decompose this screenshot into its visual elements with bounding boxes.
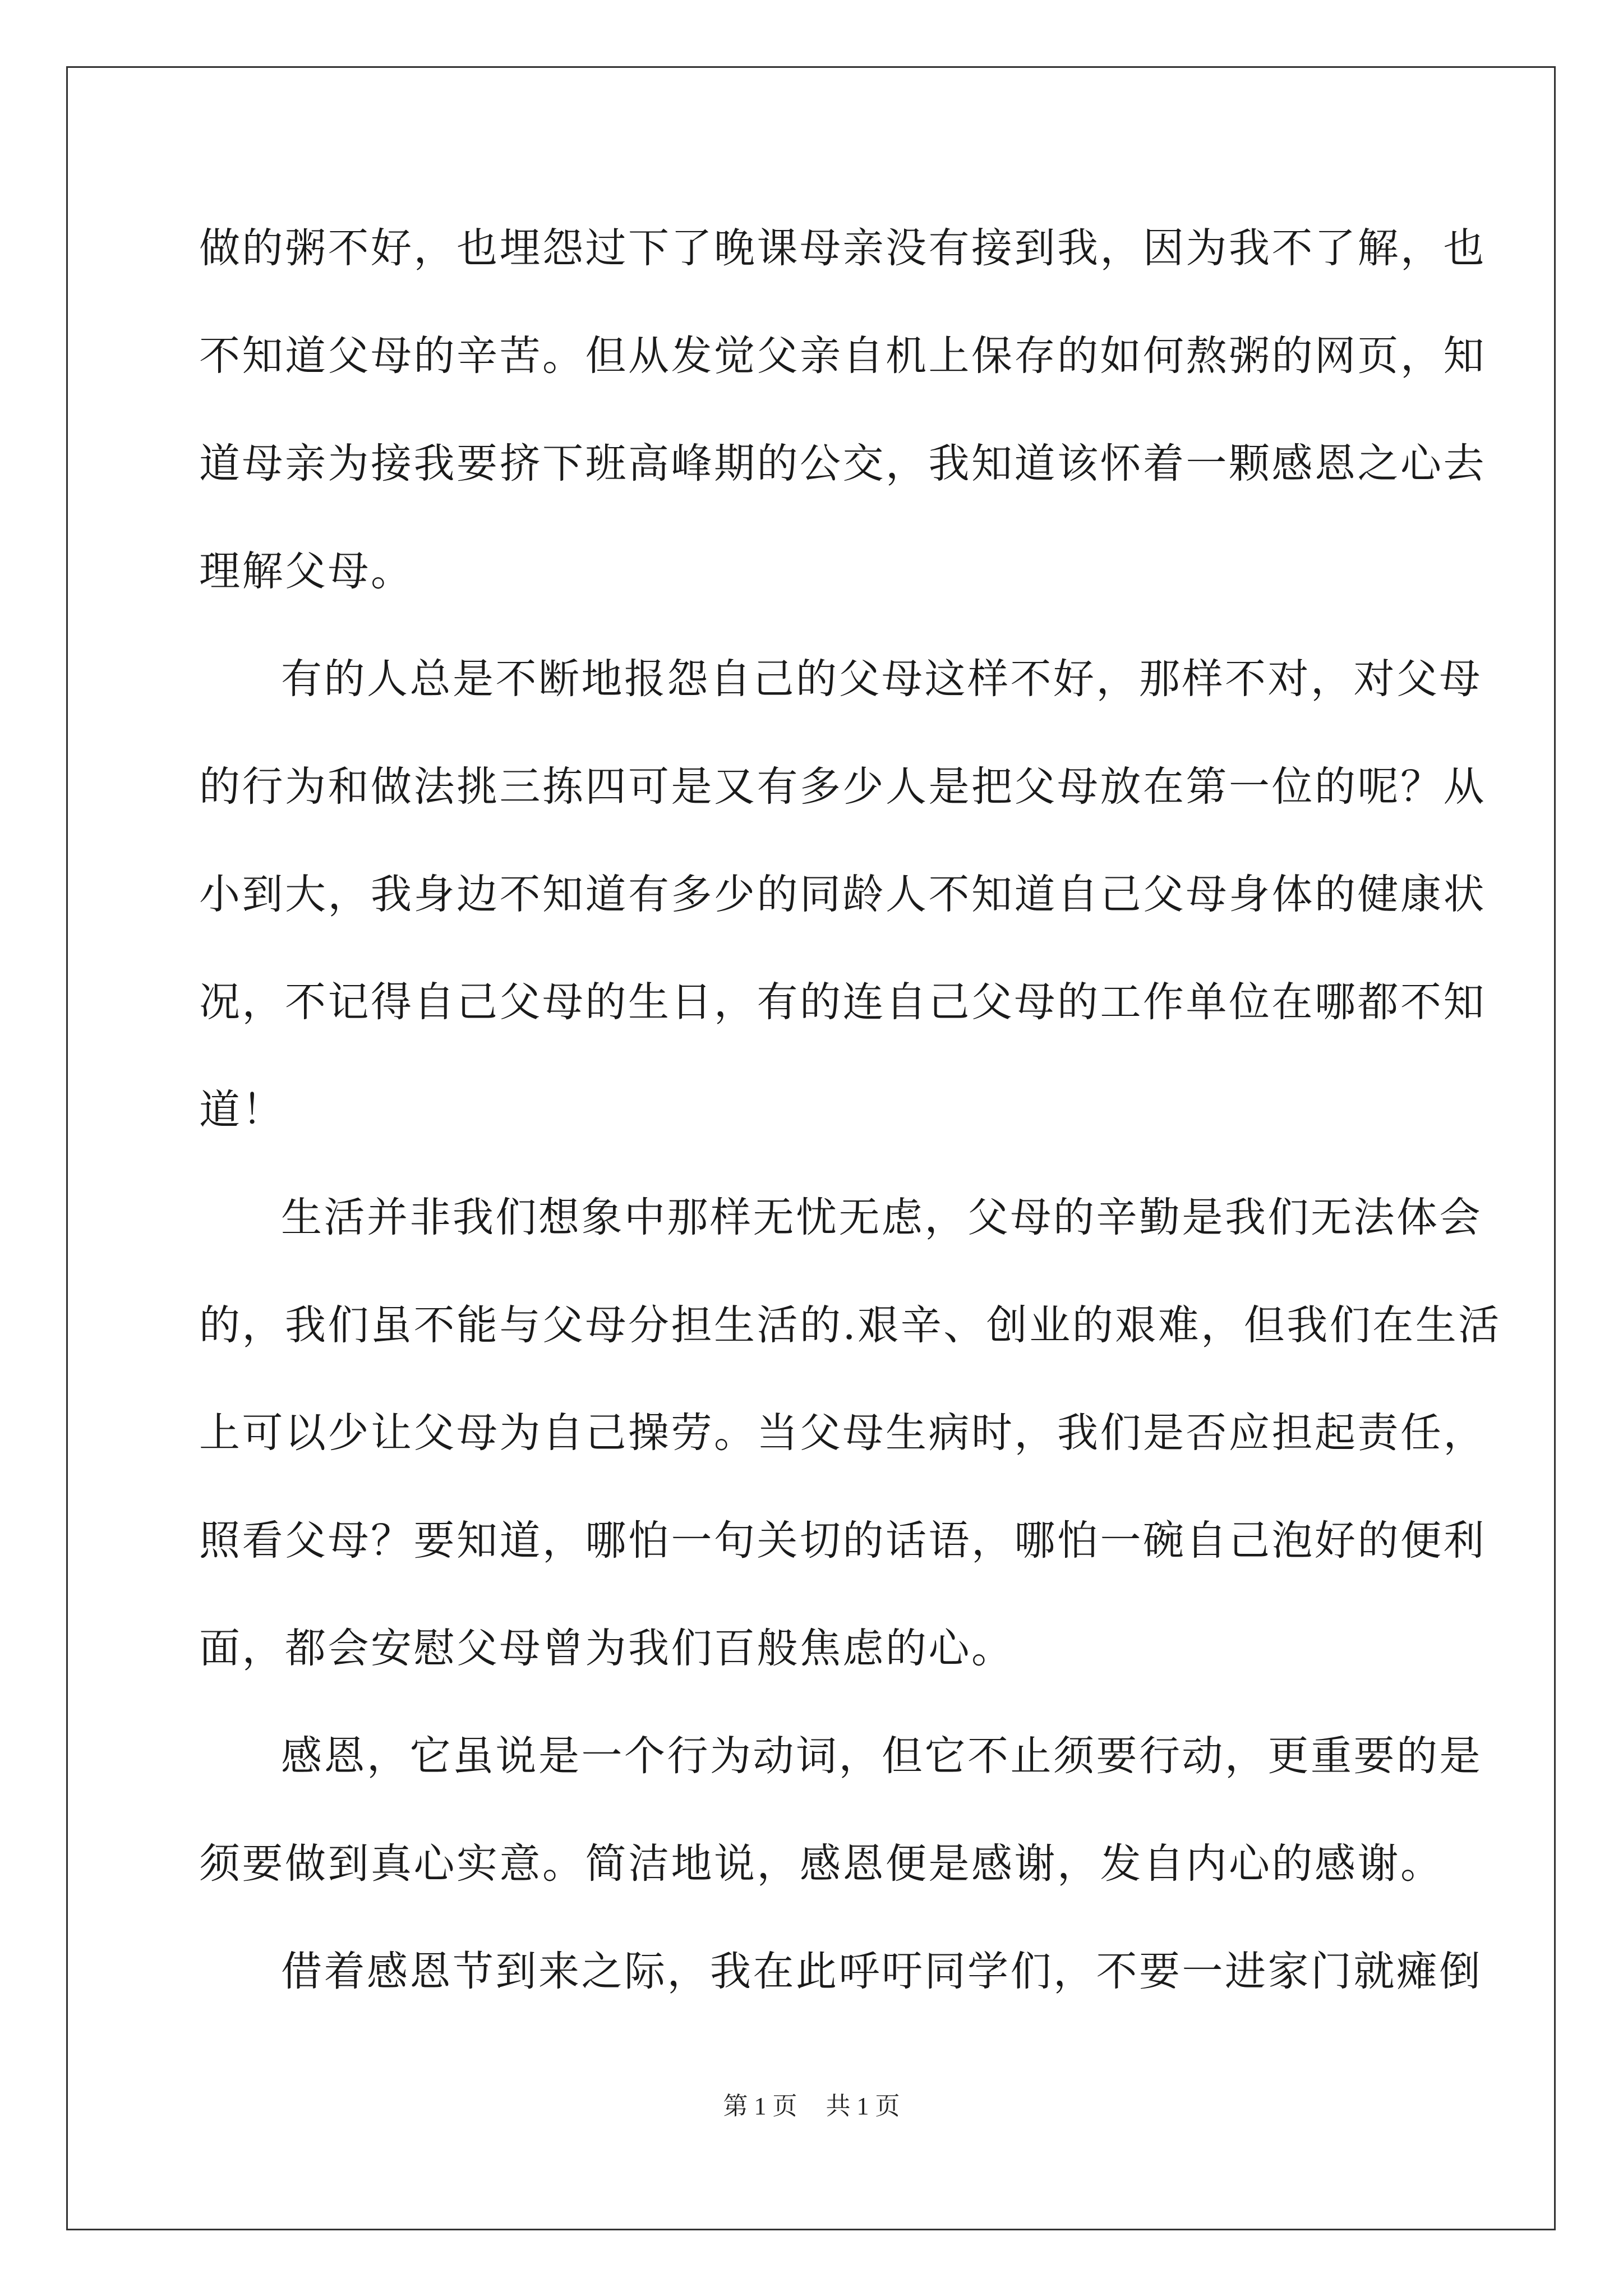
document-body	[199, 222, 1501, 2045]
text-line: 不知道父母的辛苦。但从发觉父亲自机上保存的如何熬粥的网页，知	[199, 332, 1486, 380]
text-line: 须要做到真心实意。简洁地说，感恩便是感谢，发自内心的感谢。	[199, 1840, 1444, 1888]
text-line: 况，不记得自己父母的生日，有的连自己父母的工作单位在哪都不知	[199, 978, 1486, 1026]
text-line: 道母亲为接我要挤下班高峰期的公交，我知道该怀着一颗感恩之心去	[199, 440, 1486, 487]
text-line: 面，都会安慰父母曾为我们百般焦虑的心。	[199, 1625, 1015, 1672]
page-number-current: 第 1 页	[723, 2092, 797, 2120]
paragraph-first-line: 生活并非我们想象中那样无忧无虑，父母的辛勤是我们无法体会	[281, 1194, 1482, 1241]
text-line: 照看父母？要知道，哪怕一句关切的话语，哪怕一碗自己泡好的便利	[199, 1517, 1486, 1565]
text-line: 做的粥不好，也埋怨过下了晚课母亲没有接到我，因为我不了解，也	[199, 224, 1486, 272]
text-line: 理解父母。	[199, 547, 414, 595]
text-line: 的行为和做法挑三拣四可是又有多少人是把父母放在第一位的呢？从	[199, 763, 1486, 811]
page-number-total: 共 1 页	[826, 2092, 900, 2120]
page-footer	[0, 2087, 1623, 2126]
paragraph-first-line: 感恩，它虽说是一个行为动词，但它不止须要行动，更重要的是	[281, 1732, 1482, 1780]
paragraph-first-line: 有的人总是不断地报怨自己的父母这样不好，那样不对，对父母	[281, 655, 1482, 703]
text-line: 的，我们虽不能与父母分担生活的.艰辛、创业的艰难，但我们在生活	[199, 1301, 1501, 1349]
text-line: 小到大，我身边不知道有多少的同龄人不知道自己父母身体的健康状	[199, 871, 1486, 918]
text-line: 上可以少让父母为自己操劳。当父母生病时，我们是否应担起责任，	[199, 1409, 1486, 1457]
paragraph-first-line: 借着感恩节到来之际，我在此呼吁同学们，不要一进家门就瘫倒	[281, 1948, 1482, 1995]
text-line: 道！	[199, 1086, 285, 1134]
